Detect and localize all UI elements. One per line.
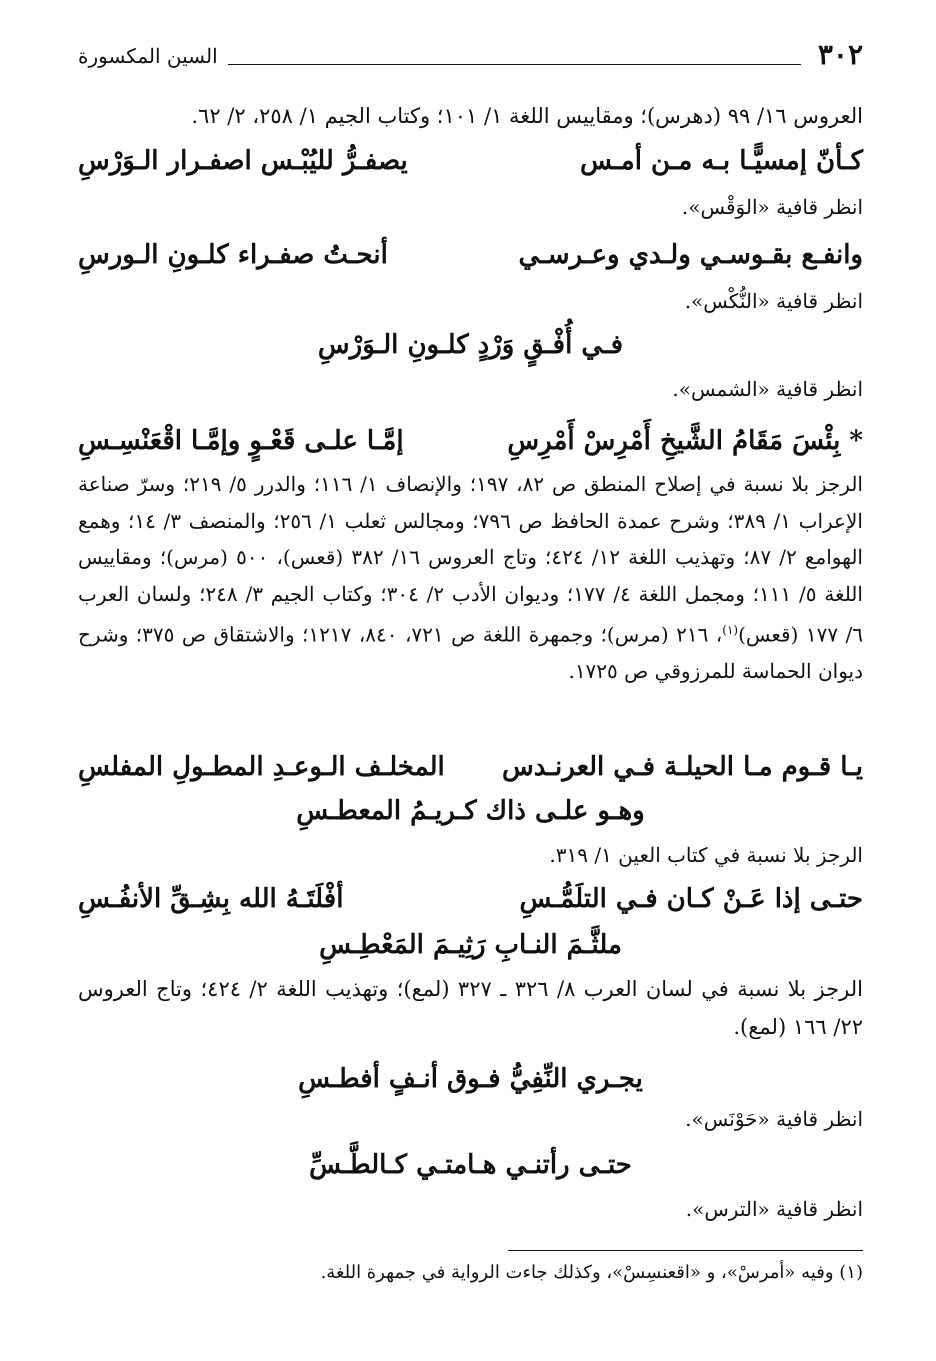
footnote-divider <box>508 1250 863 1251</box>
cross-reference: انظر قافية «حَوْنَس». <box>685 1107 863 1131</box>
verse-second-hemistich: المخلـف الـوعـدِ المطـولِ المفلسِ <box>78 752 445 782</box>
verse-centered: ملثَّـمَ النـابِ رَثِيـمَ المَعْطِـسِ <box>319 930 622 960</box>
cross-reference: انظر قافية «النُّكْس». <box>684 289 863 313</box>
verse-first-hemistich: يـا قـوم مـا الحيلـة فـي العرنـدس <box>501 752 863 782</box>
verse-second-hemistich: يصفـرُّ لليُبْـس اصفـرار الـوَرْسِ <box>78 146 408 176</box>
verse-line <box>78 240 863 288</box>
citation-text-continued: ، ٢١٦ (مرس)؛ وجمهرة اللغة ص ٧٢١، ٨٤٠، ١٢١٧؛ والاشتقاق ص ٣٧٥؛ وشرح ديوان الحماسة للمرزوقي ص ١٧٢٥. <box>78 622 863 684</box>
verse-second-hemistich: أنحـتُ صفـراء كلـونِ الـورسِ <box>78 240 388 270</box>
cross-reference: انظر قافية «الترس». <box>685 1197 863 1221</box>
verse-line <box>78 884 863 932</box>
verse-second-hemistich: إمَّـا علـى قَعْـوٍ وإمَّـا اقْعَنْسِـسِ <box>78 426 404 456</box>
cross-reference: انظر قافية «الشمس». <box>672 377 863 401</box>
verse-second-hemistich: أفْلَتَـهُ الله بِشِـقِّ الأنفُـسِ <box>78 884 344 914</box>
citation-paragraph: الرجز بلا نسبة في لسان العرب ٨/ ٣٢٦ ـ ٣٢٧ (لمع)؛ وتهذيب اللغة ٢/ ٤٢٤؛ وتاج العروس ٢٢/ ١٦٦ (لمع). <box>78 977 863 1039</box>
citation-paragraph: العروس ١٦/ ٩٩ (دهرس)؛ ومقاييس اللغة ١/ ١٠١؛ وكتاب الجيم ١/ ٢٥٨، ٢/ ٦٢. <box>191 104 863 128</box>
verse-centered: وهـو علـى ذاك كـريـمُ المعطـسِ <box>296 796 645 826</box>
verse-first-hemistich: حتـى إذا عَـنْ كـان فـي التلَمُّـسِ <box>519 884 863 914</box>
cross-reference: انظر قافية «الوَقْس». <box>681 195 863 219</box>
section-title: السين المكسورة <box>78 44 218 68</box>
citation-note: الرجز بلا نسبة في كتاب العين ١/ ٣١٩. <box>549 843 863 867</box>
verse-first-hemistich: * بِئْسَ مَقَامُ الشَّيخِ أَمْرِسْ أَمْرِسِ <box>507 426 863 456</box>
verse-line <box>78 146 863 194</box>
header-rule <box>228 64 801 65</box>
footnote: (١) وفيه «أمرسْ»، و «اقعنسِسْ»، وكذلك جاءت الرواية في جمهرة اللغة. <box>320 1262 863 1283</box>
verse-line <box>78 752 863 800</box>
footnote-marker: (١) <box>722 623 739 637</box>
verse-first-hemistich: كـأنّ إمسيًّـا بـه مـن أمـس <box>580 146 863 176</box>
citation-text: الرجز بلا نسبة في إصلاح المنطق ص ٨٢، ١٩٧؛ والإنصاف ١/ ١١٦؛ والدرر ٥/ ٢١٩؛ وسرّ صناعة الإعراب ١/ ٣٨٩؛ وشرح عمدة الحافظ ص ٧٩٦؛ ومجالس ثعلب ١/ ٢٥٦؛ والمنصف ٣/ ١٤؛ وهمع الهوامع ٢/ ٨٧؛ وتهذيب اللغة ١٢/ ٤٢٤؛ وتاج العروس ١٦/ ٣٨٢ (قعس)، ٥٠٠ (مرس)؛ ومقاييس اللغة ٥/ ١١١؛ ومجمل اللغة ٤/ ١٧٧؛ وديوان الأدب ٢/ ٣٠٤؛ وكتاب الجيم ٣/ ٢٤٨؛ ولسان العرب ٦/ ١٧٧ (قعس) <box>78 472 864 647</box>
citation-paragraph <box>78 466 863 690</box>
page-number: ٣٠٢ <box>817 38 863 71</box>
verse-centered: يجـري النِّفِيُّ فـوق أنـفٍ أفطـسِ <box>298 1064 643 1094</box>
page-header <box>78 38 863 78</box>
verse-centered: حتـى رأتنـي هـامتـي كـالطَّـسِّ <box>309 1150 632 1180</box>
verse-centered: فـي أُفْـقٍ وَرْدٍ كلـونِ الـوَرْسِ <box>317 330 624 360</box>
verse-first-hemistich: وانفـع بقـوسـي ولـدي وعـرسـي <box>518 240 863 270</box>
